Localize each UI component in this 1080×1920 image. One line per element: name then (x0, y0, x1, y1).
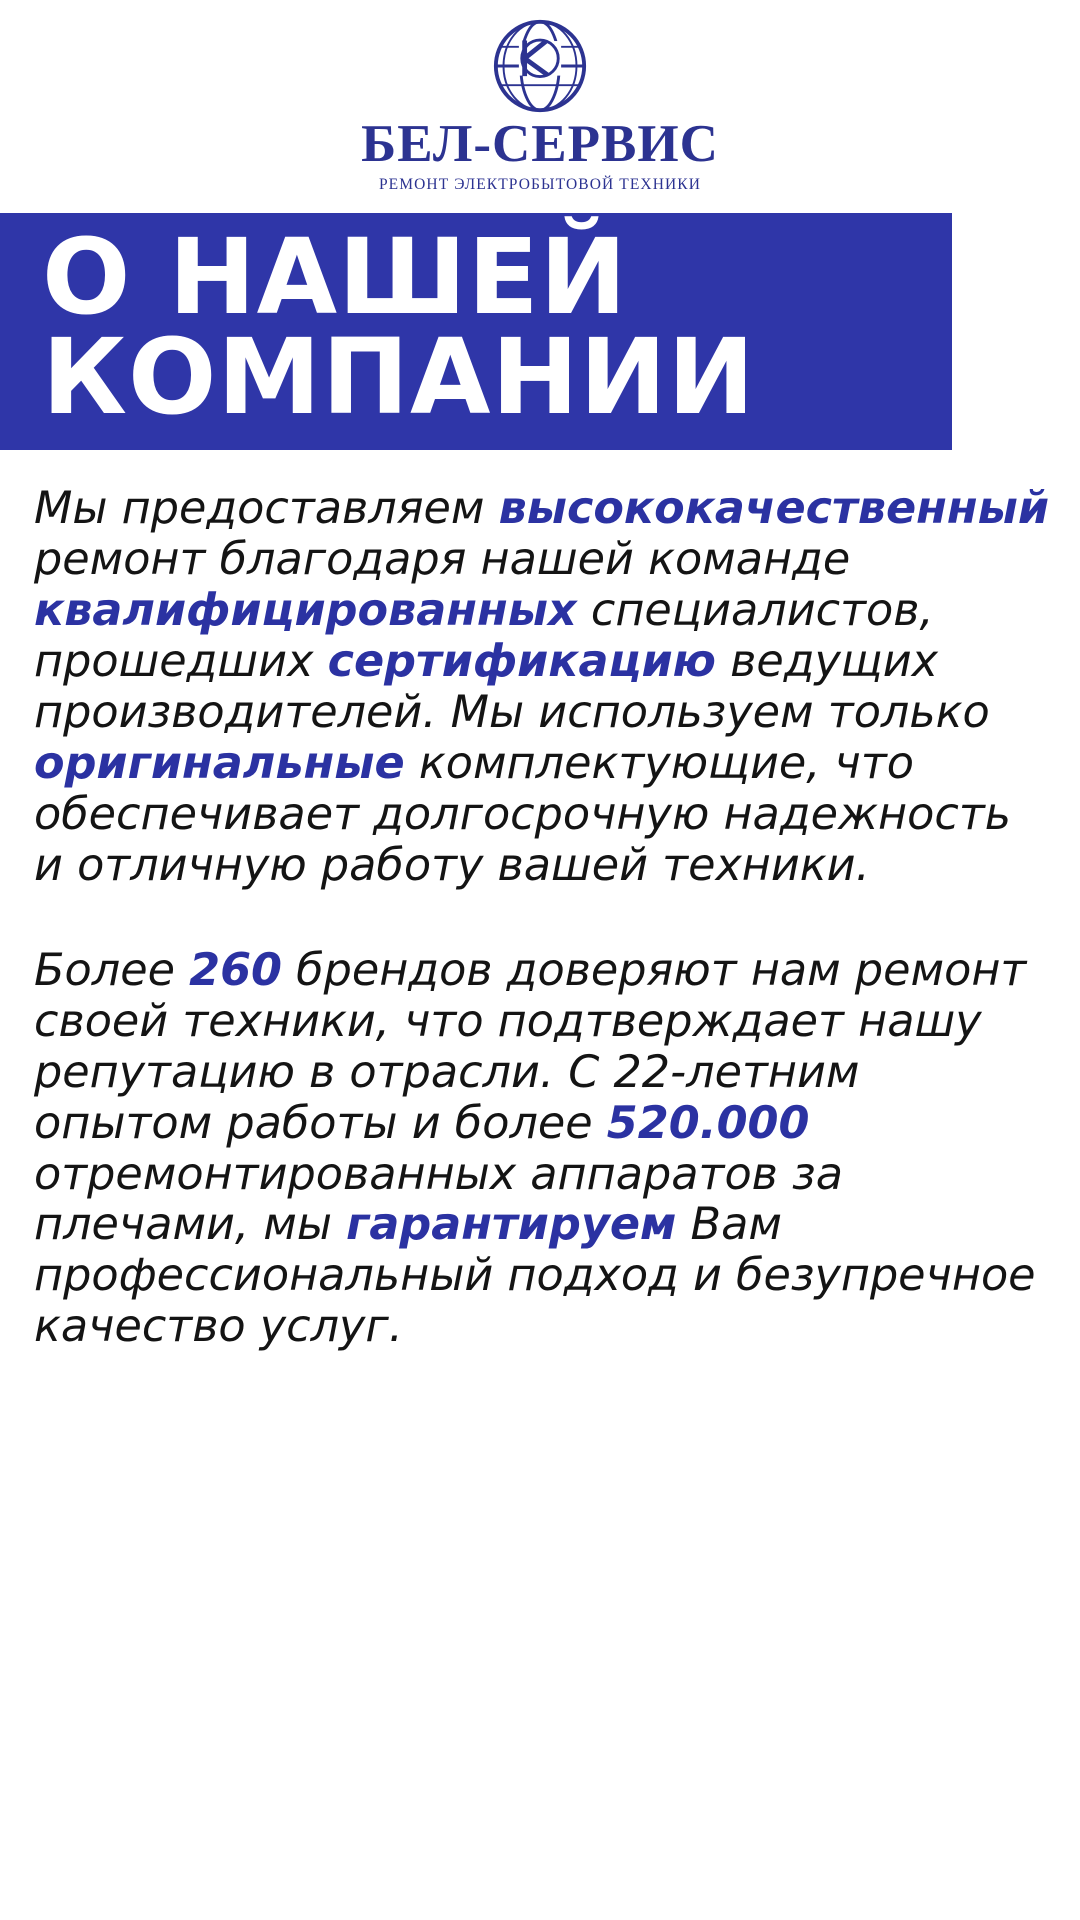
body-text (0, 484, 1080, 1353)
brand-logo (0, 0, 1080, 193)
page-title-line-1: О НАШЕЙ (42, 215, 628, 338)
brand-tagline: РЕМОНТ ЭЛЕКТРОБЫТОВОЙ ТЕХНИКИ (378, 176, 702, 193)
p1-highlight-2: квалифицированных (34, 585, 577, 637)
p2-text-3: С 22-летним опытом работы и более (34, 1046, 860, 1149)
p2-highlight-3: гарантируем (346, 1199, 677, 1251)
p1-text-6: комплектующие, что обеспечивает долгосрочную надежность и отличную работу вашей техники. (34, 737, 1011, 891)
p1-highlight-1: высококачественный (498, 483, 1050, 535)
p1-highlight-3: сертификацию (327, 636, 716, 688)
page-title-banner (0, 213, 952, 451)
paragraph-2 (34, 946, 1050, 1354)
globe-monogram-icon (492, 18, 588, 114)
p1-text-5: Мы используем только (436, 687, 990, 738)
p1-text-1: Мы предоставляем (34, 483, 499, 535)
p1-text-2: ремонт благодаря нашей команде (34, 534, 851, 586)
p2-highlight-2: 520.000 (606, 1097, 810, 1149)
p2-text-5: Вам профессиональный подход и безупречное качество услуг. (34, 1199, 1036, 1353)
p1-highlight-4: оригинальные (34, 737, 405, 789)
p2-text-2: брендов доверяют нам ремонт своей техники, что подтверждает нашу репутацию в отрасли. (34, 944, 1027, 1098)
p1-text-3: специалистов, прошедших (34, 585, 934, 688)
paragraph-1 (34, 484, 1050, 892)
page-title-line-2: КОМПАНИИ (42, 316, 756, 439)
p2-text-4: отремонтированных аппаратов за плечами, мы (34, 1148, 843, 1251)
brand-wordmark: БЕЛ-СЕРВИС (361, 115, 719, 173)
p2-highlight-1: 260 (189, 944, 282, 996)
p2-text-1: Более (34, 944, 190, 996)
p1-text-4: ведущих производителей. (34, 636, 938, 738)
